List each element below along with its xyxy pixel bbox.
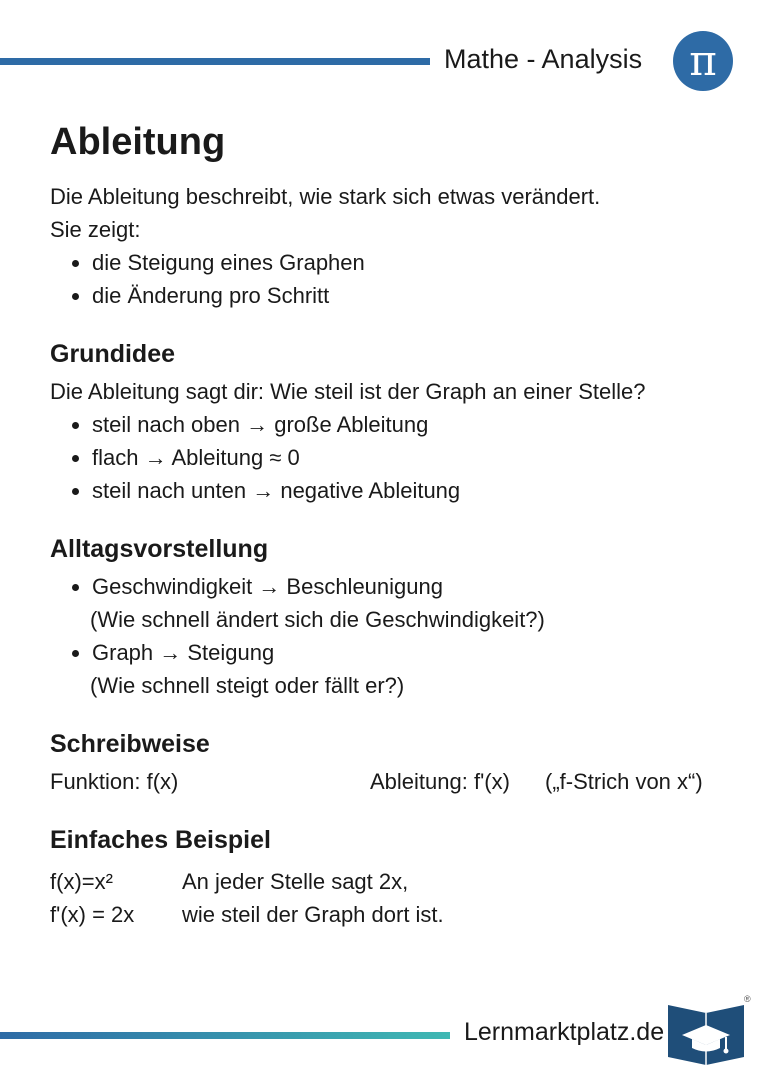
grundidee-text: Die Ableitung sagt dir: Wie steil ist der Graph an einer Stelle?: [50, 378, 646, 404]
derivative-spoken: („f-Strich von x“): [545, 768, 703, 794]
list-item-note: (Wie schnell ändert sich die Geschwindigkeit?): [90, 606, 545, 632]
section-heading-grundidee: Grundidee: [50, 339, 176, 368]
footer-accent-bar: [0, 1032, 450, 1039]
list-item: [92, 636, 740, 702]
intro-list: [50, 246, 740, 312]
example-explanation-1: An jeder Stelle sagt 2x,: [182, 868, 409, 894]
page-title: Ableitung: [50, 121, 226, 163]
list-item-note: (Wie schnell steigt oder fällt er?): [90, 672, 405, 698]
list-item-main: Graph → Steigung: [92, 639, 275, 665]
derivative-notation: Ableitung: f'(x): [370, 768, 510, 794]
grundidee-list: [50, 408, 740, 507]
section-heading-alltag: Alltagsvorstellung: [50, 534, 269, 563]
list-item-main: Geschwindigkeit → Beschleunigung: [92, 573, 443, 599]
example-grid: [50, 865, 740, 931]
example-explanation-2: wie steil der Graph dort ist.: [182, 901, 444, 927]
intro-line-1: Die Ableitung beschreibt, wie stark sich etwas verändert.: [50, 183, 601, 209]
example-function: f(x)=x²: [50, 868, 113, 894]
list-item: • steil nach unten → negative Ableitung: [92, 474, 740, 507]
header-title: Mathe - Analysis: [444, 44, 643, 74]
alltag-list: [50, 570, 740, 702]
list-item: • steil nach oben → große Ableitung: [92, 408, 740, 441]
pi-icon: [673, 31, 733, 91]
section-heading-beispiel: Einfaches Beispiel: [50, 825, 271, 854]
list-item: • die Steigung eines Graphen: [92, 246, 740, 279]
example-derivative: f'(x) = 2x: [50, 901, 135, 927]
notation-row: [50, 765, 740, 798]
intro-line-2: Sie zeigt:: [50, 216, 141, 242]
section-heading-schreibweise: Schreibweise: [50, 729, 210, 758]
list-item: • die Änderung pro Schritt: [92, 279, 740, 312]
footer-brand: Lernmarktplatz.de: [464, 1018, 665, 1046]
worksheet-content: [50, 120, 740, 931]
list-item: • flach → Ableitung ≈ 0: [92, 441, 740, 474]
function-notation: Funktion: f(x): [50, 768, 179, 794]
pi-symbol: π: [689, 36, 717, 85]
header-accent-bar: [0, 58, 430, 65]
book-graduation-cap-icon: [666, 999, 746, 1065]
list-item: [92, 570, 740, 636]
registered-mark: ®: [744, 994, 751, 1004]
